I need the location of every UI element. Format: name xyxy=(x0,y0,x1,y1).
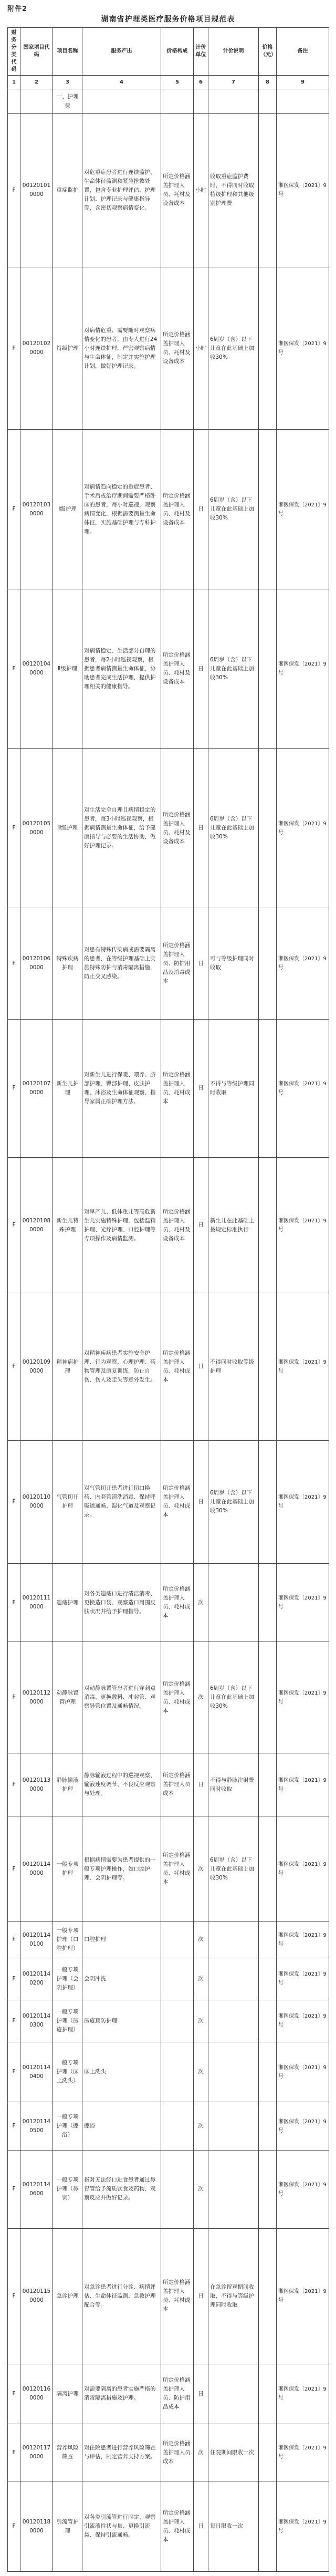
category-code-cell: F xyxy=(8,1158,20,1293)
pricing-note-cell: 不得与静脉注射费同时收取 xyxy=(208,1753,259,1816)
service-output-cell: 压疮预防护理 xyxy=(82,2000,161,2042)
item-name-cell: 营养风险筛查 xyxy=(53,2424,82,2481)
price-cell xyxy=(259,1816,277,1921)
column-header: 备注 xyxy=(277,28,329,76)
pricing-note-cell xyxy=(208,1921,259,1958)
column-header: 国家项目代码 xyxy=(20,28,53,76)
remark-cell: 湘医保发〔2021〕9号 xyxy=(277,908,329,1019)
price-composition-cell: 所定价格涵盖护理人员、耗材及设备成本 xyxy=(161,589,194,749)
price-composition-cell: 所定价格涵盖护理人员、耗材成本 xyxy=(161,1019,194,1157)
category-code-cell: F xyxy=(8,2000,20,2042)
remark-cell: 湘医保发〔2021〕9号 xyxy=(277,1642,329,1753)
remark-cell: 湘医保发〔2021〕9号 xyxy=(277,1564,329,1642)
table-row xyxy=(8,2228,329,2364)
price-cell xyxy=(259,2102,277,2151)
pricing-note-cell: 不得同时收取等级护理 xyxy=(208,1293,259,1440)
category-code-cell xyxy=(8,89,20,114)
remark-cell: 湘医保发〔2021〕9号 xyxy=(277,1158,329,1293)
category-code-cell: F xyxy=(8,2151,20,2229)
service-output-cell: 擦浴 xyxy=(82,2102,161,2151)
table-row xyxy=(8,430,329,589)
category-code-cell: F xyxy=(8,1753,20,1816)
remark-cell: 湘医保发〔2021〕9号 xyxy=(277,113,329,267)
category-code-cell: F xyxy=(8,1958,20,2000)
service-output-cell: 对住院患者进行营养风险筛查与评估，制定营养支持方案。 xyxy=(82,2424,161,2481)
table-row xyxy=(8,1753,329,1816)
unit-cell: 次 xyxy=(194,2102,208,2151)
unit-cell: 日 xyxy=(194,1440,208,1564)
service-output-cell: 对气管切开患者进行切口换药、内套管清洗消毒、保持呼吸道通畅、湿化气道及观察记录。 xyxy=(82,1440,161,1564)
unit-cell: 日 xyxy=(194,1293,208,1440)
pricing-note-cell: 6周岁（含）以下儿童在此基础上加收30% xyxy=(208,430,259,589)
item-code-cell: 001201100000 xyxy=(20,1440,53,1564)
service-output-cell: 对病情危重、需要随时观察病情变化的患者，由专人进行24小时连续护理，严密观察病情与生命体征，制定并实施护理计划，做好护理记录。 xyxy=(82,267,161,430)
category-code-cell: F xyxy=(8,908,20,1019)
price-composition-cell: 所定价格涵盖护理人员、耗材及设备成本 xyxy=(161,430,194,589)
item-name-cell: 新生儿特殊护理 xyxy=(53,1158,82,1293)
table-row xyxy=(8,2042,329,2102)
remark-cell: 湘医保发〔2021〕9号 xyxy=(277,749,329,908)
pricing-note-cell: 不得与等级护理同时收取 xyxy=(208,1019,259,1157)
remark-cell: 湘医保发〔2021〕9号 xyxy=(277,2228,329,2364)
price-composition-cell xyxy=(161,2151,194,2229)
price-composition-cell: 所定价格涵盖护理人员、耗材成本 xyxy=(161,2481,194,2572)
price-cell xyxy=(259,2000,277,2042)
service-output-cell: 床上洗头 xyxy=(82,2042,161,2102)
service-output-cell: 对生活完全自理且病情稳定的患者，每3小时巡视观察，根据病情测量生命体征，给予健康指导与必要的生活协助，做好护理记录。 xyxy=(82,749,161,908)
price-composition-cell: 所定价格涵盖护理人员、耗材成本 xyxy=(161,1564,194,1642)
pricing-note-cell: 6周岁（含）以下儿童在此基础上加收30% xyxy=(208,589,259,749)
item-code-cell xyxy=(20,89,53,114)
price-cell xyxy=(259,1958,277,2000)
item-name-cell: 引流管护理 xyxy=(53,2481,82,2572)
category-code-cell: F xyxy=(8,2364,20,2424)
pricing-note-cell: 新生儿在此基础上按规定标准执行 xyxy=(208,1158,259,1293)
service-output-cell: 对精神疾病患者实施安全护理、行为观察、心理护理、药物管理及康复训练，防止自伤、伤人及走失等意外发生。 xyxy=(82,1293,161,1440)
remark-cell: 湘医保发〔2021〕9号 xyxy=(277,1921,329,1958)
price-cell xyxy=(259,430,277,589)
item-name-cell: 急诊护理 xyxy=(53,2228,82,2364)
item-code-cell: 001201180000 xyxy=(20,2481,53,2572)
service-output-cell: 对动静脉置管患者进行穿刺点消毒、更换敷料、冲封管、观察导管位置及通畅情况。 xyxy=(82,1642,161,1753)
price-cell xyxy=(259,267,277,430)
service-output-cell: 对新生儿进行保暖、喂养、脐部护理、臀部护理、皮肤护理、沐浴及生命体征观察，指导家属正确护理方法。 xyxy=(82,1019,161,1157)
item-code-cell: 001201120000 xyxy=(20,1642,53,1753)
unit-cell: 次 xyxy=(194,2151,208,2229)
service-output-cell: 对患有特殊传染病或需要隔离的患者，在等级护理基础上实施特殊防护与消毒隔离措施，防止交叉感染。 xyxy=(82,908,161,1019)
item-code-cell: 001201140100 xyxy=(20,1921,53,1958)
pricing-note-cell xyxy=(208,1564,259,1642)
item-name-cell: 一般专项护理（鼻饲） xyxy=(53,2151,82,2229)
category-code-cell: F xyxy=(8,749,20,908)
price-cell xyxy=(259,2042,277,2102)
price-composition-cell: 所定价格涵盖护理人员、耗材成本 xyxy=(161,1642,194,1753)
item-code-cell: 001201090000 xyxy=(20,1293,53,1440)
price-composition-cell xyxy=(161,2102,194,2151)
item-name-cell: 动静脉置管护理 xyxy=(53,1642,82,1753)
unit-cell: 日 xyxy=(194,1753,208,1816)
price-composition-cell: 所定价格涵盖护理人员、耗材成本 xyxy=(161,2228,194,2364)
service-output-cell: 对各类造瘘口进行清洁消毒、更换造口袋、观察造口周围皮肤状况并给予护理指导。 xyxy=(82,1564,161,1642)
table-row xyxy=(8,908,329,1019)
remark-cell xyxy=(277,89,329,114)
item-name-cell: 特殊疾病护理 xyxy=(53,908,82,1019)
column-number: 7 xyxy=(208,76,259,89)
price-cell xyxy=(259,1564,277,1642)
item-name-cell: 一般专项护理（口腔护理） xyxy=(53,1921,82,1958)
item-name-cell: 一般专项护理（会阴护理） xyxy=(53,1958,82,2000)
item-code-cell: 001201020000 xyxy=(20,267,53,430)
category-code-cell: F xyxy=(8,430,20,589)
price-cell xyxy=(259,1158,277,1293)
service-output-cell: 对危重症患者进行连续监护、生命体征监测和紧急抢救处置，包含专业护理评估、护理计划、护理记录与健康指导等，含密切观察病情变化。 xyxy=(82,113,161,267)
price-cell xyxy=(259,1921,277,1958)
unit-cell: 次 xyxy=(194,1642,208,1753)
item-code-cell: 001201080000 xyxy=(20,1158,53,1293)
price-cell xyxy=(259,2424,277,2481)
unit-cell: 日 xyxy=(194,908,208,1019)
service-output-cell: 对病情稳定、生活部分自理的患者，每2小时巡视观察，根据患者病情测量生命体征，协助患者完成生活护理，提供护理相关的健康指导。 xyxy=(82,589,161,749)
price-composition-cell xyxy=(161,1921,194,1958)
remark-cell: 湘医保发〔2021〕9号 xyxy=(277,1753,329,1816)
unit-cell: 日 xyxy=(194,2364,208,2424)
table-row xyxy=(8,1642,329,1753)
item-name-cell: Ⅰ级护理 xyxy=(53,430,82,589)
price-cell xyxy=(259,89,277,114)
pricing-note-cell: 每日限收一次 xyxy=(208,2481,259,2572)
item-code-cell: 001201140400 xyxy=(20,2042,53,2102)
item-code-cell: 001201030000 xyxy=(20,430,53,589)
table-header-row xyxy=(8,28,329,76)
item-name-cell: Ⅲ级护理 xyxy=(53,749,82,908)
unit-cell xyxy=(194,89,208,114)
remark-cell: 湘医保发〔2021〕9号 xyxy=(277,267,329,430)
category-code-cell: F xyxy=(8,1440,20,1564)
item-code-cell: 001201140500 xyxy=(20,2102,53,2151)
service-output-cell: 对病情趋向稳定的重症患者、手术后或治疗期间需要严格卧床的患者，每小时巡视，观察病情变化，根据需要测量生命体征，实施基础护理与专科护理。 xyxy=(82,430,161,589)
item-name-cell: 精神病护理 xyxy=(53,1293,82,1440)
price-composition-cell: 所定价格涵盖护理人员、防护用品及消毒成本 xyxy=(161,908,194,1019)
column-number: 5 xyxy=(161,76,194,89)
item-name-cell: 特级护理 xyxy=(53,267,82,430)
table-row xyxy=(8,2151,329,2229)
column-number-row xyxy=(8,76,329,89)
price-composition-cell xyxy=(161,2042,194,2102)
pricing-note-cell: 住院期间限收一次 xyxy=(208,2424,259,2481)
item-code-cell: 001201010000 xyxy=(20,113,53,267)
category-code-cell: F xyxy=(8,2228,20,2364)
category-code-cell: F xyxy=(8,1642,20,1753)
column-number: 9 xyxy=(277,76,329,89)
unit-cell: 次 xyxy=(194,1921,208,1958)
pricing-note-cell: 6周岁（含）以下儿童在此基础上加收30% xyxy=(208,267,259,430)
remark-cell: 湘医保发〔2021〕9号 xyxy=(277,2000,329,2042)
pricing-note-cell xyxy=(208,1958,259,2000)
table-row xyxy=(8,2424,329,2481)
table-row xyxy=(8,2000,329,2042)
service-output-cell: 口腔护理 xyxy=(82,1921,161,1958)
pricing-note-cell xyxy=(208,2000,259,2042)
price-table xyxy=(7,27,329,2572)
remark-cell: 湘医保发〔2021〕9号 xyxy=(277,1440,329,1564)
item-code-cell: 001201140600 xyxy=(20,2151,53,2229)
price-cell xyxy=(259,1642,277,1753)
item-name-cell: 一般专项护理（擦浴） xyxy=(53,2102,82,2151)
column-number: 1 xyxy=(8,76,20,89)
price-composition-cell: 所定价格涵盖护理人员成本 xyxy=(161,1753,194,1816)
column-number: 8 xyxy=(259,76,277,89)
item-name-cell: 新生儿护理 xyxy=(53,1019,82,1157)
category-code-cell: F xyxy=(8,589,20,749)
item-name-cell: 一、护理费 xyxy=(53,89,82,114)
column-header: 服务产出 xyxy=(82,28,161,76)
price-composition-cell: 所定价格涵盖护理人员、耗材成本 xyxy=(161,1440,194,1564)
remark-cell: 湘医保发〔2021〕9号 xyxy=(277,1816,329,1921)
price-cell xyxy=(259,2151,277,2229)
item-code-cell: 001201150000 xyxy=(20,2228,53,2364)
remark-cell: 湘医保发〔2021〕9号 xyxy=(277,589,329,749)
unit-cell: 日 xyxy=(194,1019,208,1157)
price-cell xyxy=(259,908,277,1019)
table-row xyxy=(8,749,329,908)
pricing-note-cell xyxy=(208,2364,259,2424)
price-cell xyxy=(259,113,277,267)
price-composition-cell: 所定价格涵盖护理人员、耗材及设备成本 xyxy=(161,1158,194,1293)
column-header: 财务分类代码 xyxy=(8,28,20,76)
unit-cell: 日 xyxy=(194,2228,208,2364)
unit-cell: 次 xyxy=(194,2424,208,2481)
pricing-note-cell: 收取重症监护费时，不得同时收取特级护理和其他级别护理费 xyxy=(208,113,259,267)
column-number: 3 xyxy=(53,76,82,89)
category-code-cell: F xyxy=(8,113,20,267)
pricing-note-cell: 6周岁（含）以下儿童在此基础上加收30% xyxy=(208,1642,259,1753)
item-code-cell: 001201130000 xyxy=(20,1753,53,1816)
price-cell xyxy=(259,1019,277,1157)
unit-cell: 日 xyxy=(194,430,208,589)
pricing-note-cell xyxy=(208,89,259,114)
table-row xyxy=(8,267,329,430)
remark-cell: 湘医保发〔2021〕9号 xyxy=(277,2042,329,2102)
item-name-cell: 一般专项护理 xyxy=(53,1816,82,1921)
pricing-note-cell xyxy=(208,2151,259,2229)
unit-cell: 日 xyxy=(194,589,208,749)
column-header: 价格构成 xyxy=(161,28,194,76)
unit-cell: 次 xyxy=(194,1816,208,1921)
remark-cell: 湘医保发〔2021〕9号 xyxy=(277,2102,329,2151)
table-row xyxy=(8,2481,329,2572)
item-name-cell: 隔离护理 xyxy=(53,2364,82,2424)
service-output-cell: 对各类引流管进行固定、观察引流液性状与量、更换引流袋、保持引流通畅。 xyxy=(82,2481,161,2572)
price-composition-cell: 所定价格涵盖护理人员、耗材及设备成本 xyxy=(161,113,194,267)
column-number: 4 xyxy=(82,76,161,89)
item-name-cell: Ⅱ级护理 xyxy=(53,589,82,749)
remark-cell: 湘医保发〔2021〕9号 xyxy=(277,2424,329,2481)
category-code-cell: F xyxy=(8,1564,20,1642)
unit-cell: 次 xyxy=(194,2000,208,2042)
table-row xyxy=(8,89,329,114)
price-composition-cell xyxy=(161,1958,194,2000)
remark-cell: 湘医保发〔2021〕9号 xyxy=(277,1019,329,1157)
table-row xyxy=(8,1440,329,1564)
category-code-cell: F xyxy=(8,1816,20,1921)
table-row xyxy=(8,1921,329,1958)
unit-cell: 次 xyxy=(194,1564,208,1642)
service-output-cell xyxy=(82,89,161,114)
price-composition-cell xyxy=(161,89,194,114)
price-composition-cell: 所定价格涵盖护理人员、耗材及设备成本 xyxy=(161,749,194,908)
pricing-note-cell: 可与等级护理同时收取 xyxy=(208,908,259,1019)
price-cell xyxy=(259,2364,277,2424)
remark-cell: 湘医保发〔2021〕9号 xyxy=(277,2151,329,2229)
table-row xyxy=(8,1816,329,1921)
item-name-cell: 一般专项护理（床上洗头） xyxy=(53,2042,82,2102)
item-code-cell: 001201050000 xyxy=(20,749,53,908)
price-cell xyxy=(259,749,277,908)
remark-cell: 湘医保发〔2021〕9号 xyxy=(277,1293,329,1440)
price-composition-cell xyxy=(161,2000,194,2042)
service-output-cell: 对需要隔离的患者实施严格的消毒隔离措施及护理。 xyxy=(82,2364,161,2424)
price-cell xyxy=(259,1753,277,1816)
pricing-note-cell xyxy=(208,2102,259,2151)
category-code-cell: F xyxy=(8,2481,20,2572)
table-body xyxy=(8,89,329,2572)
table-row xyxy=(8,1293,329,1440)
price-cell xyxy=(259,1293,277,1440)
pricing-note-cell: 6周岁（含）以下儿童在此基础上加收30% xyxy=(208,1440,259,1564)
category-code-cell: F xyxy=(8,1019,20,1157)
remark-cell: 湘医保发〔2021〕9号 xyxy=(277,2481,329,2572)
price-cell xyxy=(259,589,277,749)
service-output-cell: 根据病情需要为患者提供的一般专项护理操作，如口腔护理、会阴护理等。 xyxy=(82,1816,161,1921)
table-row xyxy=(8,2364,329,2424)
price-composition-cell: 所定价格涵盖护理人员、耗材及设备成本 xyxy=(161,267,194,430)
item-name-cell: 气管切开护理 xyxy=(53,1440,82,1564)
appendix-label: 附件2 xyxy=(7,5,28,13)
price-cell xyxy=(259,1440,277,1564)
category-code-cell: F xyxy=(8,267,20,430)
service-output-cell: 对早产儿、低体重儿等高危新生儿实施特殊护理，包括温箱护理、光疗护理、口腔护理等专项操作及病情监测。 xyxy=(82,1158,161,1293)
service-output-cell: 会阴冲洗 xyxy=(82,1958,161,2000)
document-title: 湖南省护理类医疗服务价格项目规范表 xyxy=(101,15,235,24)
item-code-cell: 001201170000 xyxy=(20,2424,53,2481)
table-row xyxy=(8,589,329,749)
remark-cell: 湘医保发〔2021〕9号 xyxy=(277,2364,329,2424)
price-cell xyxy=(259,2481,277,2572)
pricing-note-cell: 在急诊留观期间收取，不得与等级护理同时收取 xyxy=(208,2228,259,2364)
item-code-cell: 001201140200 xyxy=(20,1958,53,2000)
item-code-cell: 001201070000 xyxy=(20,1019,53,1157)
table-row xyxy=(8,1158,329,1293)
category-code-cell: F xyxy=(8,1921,20,1958)
column-header: 项目名称 xyxy=(53,28,82,76)
column-number: 6 xyxy=(194,76,208,89)
item-code-cell: 001201040000 xyxy=(20,589,53,749)
price-composition-cell: 所定价格涵盖护理人员、防护用品成本 xyxy=(161,2364,194,2424)
price-composition-cell: 所定价格涵盖护理人员成本 xyxy=(161,2424,194,2481)
remark-cell: 湘医保发〔2021〕9号 xyxy=(277,1958,329,2000)
unit-cell: 次 xyxy=(194,1958,208,2000)
category-code-cell: F xyxy=(8,2042,20,2102)
item-name-cell: 造瘘护理 xyxy=(53,1564,82,1642)
table-row xyxy=(8,2102,329,2151)
item-code-cell: 001201140300 xyxy=(20,2000,53,2042)
column-header: 价格（元） xyxy=(259,28,277,76)
service-output-cell: 对急诊患者进行分诊、病情评估、生命体征监测、急救护理配合等。 xyxy=(82,2228,161,2364)
table-row xyxy=(8,1958,329,2000)
unit-cell: 小时 xyxy=(194,113,208,267)
column-number: 2 xyxy=(20,76,53,89)
pricing-note-cell: 6周岁（含）以下儿童在此基础上加收30% xyxy=(208,749,259,908)
item-name-cell: 一般专项护理（压疮护理） xyxy=(53,2000,82,2042)
column-header: 计价单位 xyxy=(194,28,208,76)
item-name-cell: 静脉输液护理 xyxy=(53,1753,82,1816)
remark-cell: 湘医保发〔2021〕9号 xyxy=(277,430,329,589)
pricing-note-cell: 6周岁（含）以下儿童在此基础上加收30% xyxy=(208,1816,259,1921)
column-header: 计价说明 xyxy=(208,28,259,76)
price-cell xyxy=(259,2228,277,2364)
category-code-cell: F xyxy=(8,2102,20,2151)
category-code-cell: F xyxy=(8,2424,20,2481)
service-output-cell: 静脉输液过程中的巡视观察、输液速度调节、不良反应观察与处理。 xyxy=(82,1753,161,1816)
unit-cell: 日 xyxy=(194,2481,208,2572)
unit-cell: 日 xyxy=(194,1158,208,1293)
item-code-cell: 001201160000 xyxy=(20,2364,53,2424)
unit-cell: 小时 xyxy=(194,267,208,430)
price-composition-cell: 所定价格涵盖护理人员、耗材成本 xyxy=(161,1816,194,1921)
category-code-cell: F xyxy=(8,1293,20,1440)
item-code-cell: 001201110000 xyxy=(20,1564,53,1642)
service-output-cell: 指对无法经口进食患者通过鼻胃管给予流质饮食及药物，观察反应并做好记录。 xyxy=(82,2151,161,2229)
item-name-cell: 重症监护 xyxy=(53,113,82,267)
table-row xyxy=(8,1019,329,1157)
price-composition-cell: 所定价格涵盖护理人员、耗材成本 xyxy=(161,1293,194,1440)
unit-cell: 日 xyxy=(194,749,208,908)
table-row xyxy=(8,1564,329,1642)
unit-cell: 次 xyxy=(194,2042,208,2102)
item-code-cell: 001201140000 xyxy=(20,1816,53,1921)
pricing-note-cell xyxy=(208,2042,259,2102)
item-code-cell: 001201060000 xyxy=(20,908,53,1019)
table-row xyxy=(8,113,329,267)
